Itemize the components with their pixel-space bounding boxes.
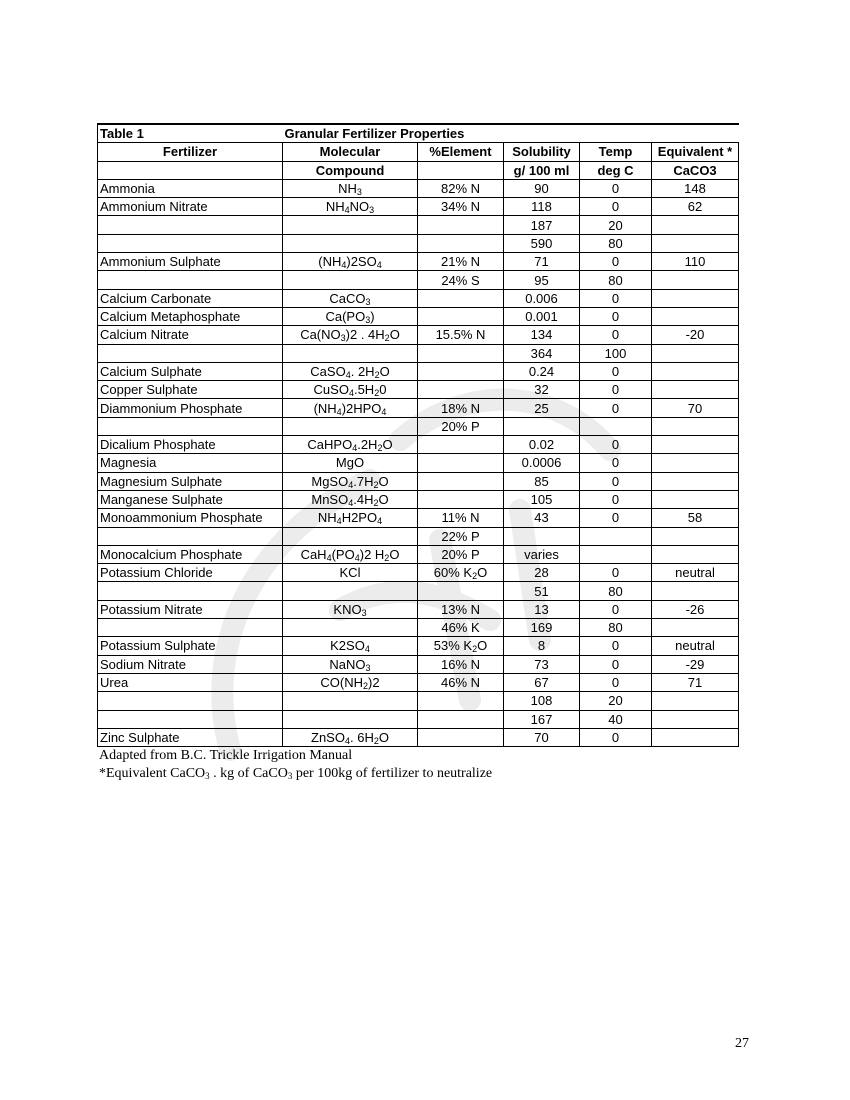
temp-cell: 0 <box>580 637 652 655</box>
caco3-equivalent-cell <box>652 289 739 307</box>
temp-cell: 0 <box>580 179 652 197</box>
page-number: 27 <box>735 1036 749 1051</box>
table-row <box>98 271 739 289</box>
temp-cell: 0 <box>580 362 652 380</box>
temp-cell: 100 <box>580 344 652 362</box>
solubility-cell: 70 <box>504 728 580 746</box>
table-row <box>98 509 739 527</box>
element-percent-cell: 34% N <box>418 198 504 216</box>
column-header-5-line-2: deg C <box>580 161 652 179</box>
column-header-1-line-2 <box>98 161 283 179</box>
molecular-compound-cell: NaNO$_3$ <box>283 655 418 673</box>
caco3-equivalent-cell <box>652 417 739 435</box>
caco3-equivalent-cell <box>652 216 739 234</box>
molecular-compound-cell: $NH_4NO_3$ <box>283 198 418 216</box>
temp-cell: 0 <box>580 381 652 399</box>
fertilizer-name-cell: Calcium Carbonate <box>98 289 283 307</box>
solubility-cell: 590 <box>504 234 580 252</box>
fertilizer-name-cell: Calcium Sulphate <box>98 362 283 380</box>
fertilizer-name-cell <box>98 582 283 600</box>
element-percent-cell <box>418 289 504 307</box>
column-header-2-line-1: Molecular <box>283 143 418 161</box>
caco3-equivalent-cell <box>652 728 739 746</box>
table-row <box>98 655 739 673</box>
molecular-compound-cell <box>283 527 418 545</box>
solubility-cell: 85 <box>504 472 580 490</box>
fertilizer-name-cell <box>98 271 283 289</box>
caco3-equivalent-cell: 62 <box>652 198 739 216</box>
caco3-equivalent-cell: 71 <box>652 673 739 691</box>
column-header-6-line-1: Equivalent * <box>652 143 739 161</box>
solubility-cell: 28 <box>504 564 580 582</box>
table-row <box>98 326 739 344</box>
solubility-cell: 364 <box>504 344 580 362</box>
temp-cell: 0 <box>580 564 652 582</box>
solubility-cell: 32 <box>504 381 580 399</box>
temp-cell: 0 <box>580 509 652 527</box>
fertilizer-name-cell: Potassium Chloride <box>98 564 283 582</box>
solubility-cell <box>504 527 580 545</box>
molecular-compound-cell: $(NH_4)2HPO_4$ <box>283 399 418 417</box>
solubility-cell: varies <box>504 545 580 563</box>
column-header-4-line-2: g/ 100 ml <box>504 161 580 179</box>
table-row <box>98 692 739 710</box>
element-percent-cell: 11% N <box>418 509 504 527</box>
table-row <box>98 399 739 417</box>
solubility-cell: 0.02 <box>504 436 580 454</box>
temp-cell: 80 <box>580 271 652 289</box>
molecular-compound-cell: $Ca(PO_3)$ <box>283 307 418 325</box>
table-row <box>98 362 739 380</box>
table-row <box>98 198 739 216</box>
caco3-equivalent-cell <box>652 710 739 728</box>
element-percent-cell: 13% N <box>418 600 504 618</box>
table-row <box>98 728 739 746</box>
element-percent-cell: 60% $K_2O$ <box>418 564 504 582</box>
element-percent-cell: 18% N <box>418 399 504 417</box>
table-row <box>98 381 739 399</box>
footnote: *Equivalent CaCO$_3$ . kg of CaCO$_3$ per 100kg of fertilizer to neutralize <box>99 766 493 782</box>
caco3-equivalent-cell: 148 <box>652 179 739 197</box>
table-row <box>98 417 739 435</box>
element-percent-cell: 22% P <box>418 527 504 545</box>
header-row-2 <box>98 161 739 179</box>
molecular-compound-cell: $MgSO_4.7H_2O$ <box>283 472 418 490</box>
table-title: Granular Fertilizer Properties <box>283 124 739 143</box>
caco3-equivalent-cell <box>652 436 739 454</box>
column-header-5-line-1: Temp <box>580 143 652 161</box>
molecular-compound-cell: $(NH_4)2SO_4$ <box>283 253 418 271</box>
fertilizer-name-cell: Calcium Metaphosphate <box>98 307 283 325</box>
fertilizer-name-cell <box>98 619 283 637</box>
table-row <box>98 289 739 307</box>
temp-cell: 0 <box>580 728 652 746</box>
fertilizer-name-cell: Urea <box>98 673 283 691</box>
temp-cell: 80 <box>580 619 652 637</box>
element-percent-cell: 82% N <box>418 179 504 197</box>
solubility-cell: 51 <box>504 582 580 600</box>
caco3-equivalent-cell: -26 <box>652 600 739 618</box>
caco3-equivalent-cell <box>652 344 739 362</box>
solubility-cell: 13 <box>504 600 580 618</box>
caco3-equivalent-cell: neutral <box>652 637 739 655</box>
molecular-compound-cell: $K2SO_4$ <box>283 637 418 655</box>
temp-cell: 0 <box>580 399 652 417</box>
caco3-equivalent-cell <box>652 307 739 325</box>
fertilizer-name-cell: Sodium Nitrate <box>98 655 283 673</box>
column-header-6-line-2: CaCO3 <box>652 161 739 179</box>
column-header-3-line-1: %Element <box>418 143 504 161</box>
element-percent-cell <box>418 234 504 252</box>
caco3-equivalent-cell <box>652 362 739 380</box>
molecular-compound-cell <box>283 234 418 252</box>
temp-cell <box>580 417 652 435</box>
solubility-cell: 105 <box>504 490 580 508</box>
caco3-equivalent-cell <box>652 472 739 490</box>
element-percent-cell: 20% P <box>418 417 504 435</box>
fertilizer-name-cell <box>98 344 283 362</box>
fertilizer-name-cell: Zinc Sulphate <box>98 728 283 746</box>
table-row <box>98 179 739 197</box>
fertilizer-name-cell: Monoammonium Phosphate <box>98 509 283 527</box>
temp-cell: 0 <box>580 326 652 344</box>
header-row-1 <box>98 143 739 161</box>
caco3-equivalent-cell <box>652 271 739 289</box>
solubility-cell: 134 <box>504 326 580 344</box>
table-row <box>98 600 739 618</box>
table-row <box>98 673 739 691</box>
table-row <box>98 545 739 563</box>
temp-cell: 0 <box>580 472 652 490</box>
fertilizer-name-cell: Copper Sulphate <box>98 381 283 399</box>
fertilizer-table-block <box>97 123 738 783</box>
element-percent-cell: 20% P <box>418 545 504 563</box>
table-notes <box>97 747 738 783</box>
table-row <box>98 234 739 252</box>
caco3-equivalent-cell: -20 <box>652 326 739 344</box>
caco3-equivalent-cell <box>652 545 739 563</box>
caco3-equivalent-cell <box>652 527 739 545</box>
element-percent-cell <box>418 454 504 472</box>
solubility-cell: 90 <box>504 179 580 197</box>
solubility-cell: 0.24 <box>504 362 580 380</box>
molecular-compound-cell <box>283 710 418 728</box>
molecular-compound-cell <box>283 216 418 234</box>
fertilizer-name-cell <box>98 216 283 234</box>
table-row <box>98 527 739 545</box>
table-row <box>98 436 739 454</box>
fertilizer-name-cell: Ammonium Nitrate <box>98 198 283 216</box>
element-percent-cell <box>418 472 504 490</box>
fertilizer-properties-table <box>97 123 739 747</box>
fertilizer-name-cell <box>98 234 283 252</box>
temp-cell: 20 <box>580 216 652 234</box>
solubility-cell: 43 <box>504 509 580 527</box>
caco3-equivalent-cell <box>652 619 739 637</box>
caco3-equivalent-cell <box>652 582 739 600</box>
column-header-3-line-2 <box>418 161 504 179</box>
temp-cell: 0 <box>580 655 652 673</box>
fertilizer-name-cell: Potassium Nitrate <box>98 600 283 618</box>
solubility-cell: 169 <box>504 619 580 637</box>
solubility-cell: 73 <box>504 655 580 673</box>
fertilizer-name-cell: Monocalcium Phosphate <box>98 545 283 563</box>
element-percent-cell <box>418 692 504 710</box>
caco3-equivalent-cell: -29 <box>652 655 739 673</box>
element-percent-cell: 24% S <box>418 271 504 289</box>
element-percent-cell: 46% K <box>418 619 504 637</box>
element-percent-cell: 15.5% N <box>418 326 504 344</box>
temp-cell: 0 <box>580 289 652 307</box>
table-row <box>98 582 739 600</box>
solubility-cell: 67 <box>504 673 580 691</box>
temp-cell: 20 <box>580 692 652 710</box>
molecular-compound-cell <box>283 692 418 710</box>
fertilizer-name-cell: Diammonium Phosphate <box>98 399 283 417</box>
element-percent-cell: 53% $K_2O$ <box>418 637 504 655</box>
temp-cell: 0 <box>580 198 652 216</box>
temp-cell: 0 <box>580 454 652 472</box>
solubility-cell: 71 <box>504 253 580 271</box>
solubility-cell: 25 <box>504 399 580 417</box>
fertilizer-name-cell: Dicalium Phosphate <box>98 436 283 454</box>
fertilizer-name-cell <box>98 692 283 710</box>
temp-cell: 0 <box>580 673 652 691</box>
molecular-compound-cell <box>283 582 418 600</box>
table-row <box>98 472 739 490</box>
column-header-2-line-2: Compound <box>283 161 418 179</box>
molecular-compound-cell: $CaHPO_4.2H_2O$ <box>283 436 418 454</box>
table-row <box>98 454 739 472</box>
molecular-compound-cell: $CuSO_4.5H_20$ <box>283 381 418 399</box>
solubility-cell <box>504 417 580 435</box>
element-percent-cell <box>418 710 504 728</box>
temp-cell <box>580 545 652 563</box>
molecular-compound-cell <box>283 271 418 289</box>
solubility-cell: 167 <box>504 710 580 728</box>
temp-cell: 0 <box>580 600 652 618</box>
caco3-equivalent-cell: 70 <box>652 399 739 417</box>
solubility-cell: 118 <box>504 198 580 216</box>
molecular-compound-cell: $Ca(NO_3)2$ . $4H_2O$ <box>283 326 418 344</box>
molecular-compound-cell: $NH_4H2PO_4$ <box>283 509 418 527</box>
column-header-1-line-1: Fertilizer <box>98 143 283 161</box>
molecular-compound-cell: $CaH_4(PO_4)2$ $H_2O$ <box>283 545 418 563</box>
solubility-cell: 0.001 <box>504 307 580 325</box>
molecular-compound-cell: CaCO$_3$ <box>283 289 418 307</box>
element-percent-cell <box>418 362 504 380</box>
source-note: Adapted from B.C. Trickle Irrigation Manual <box>99 748 353 764</box>
element-percent-cell: 21% N <box>418 253 504 271</box>
caco3-equivalent-cell <box>652 234 739 252</box>
fertilizer-name-cell: Ammonium Sulphate <box>98 253 283 271</box>
element-percent-cell <box>418 381 504 399</box>
element-percent-cell <box>418 436 504 454</box>
element-percent-cell <box>418 307 504 325</box>
molecular-compound-cell <box>283 619 418 637</box>
molecular-compound-cell: CaSO$_4$. $2H_2O$ <box>283 362 418 380</box>
element-percent-cell: 16% N <box>418 655 504 673</box>
fertilizer-name-cell: Calcium Nitrate <box>98 326 283 344</box>
fertilizer-name-cell: Magnesium Sulphate <box>98 472 283 490</box>
fertilizer-name-cell: Ammonia <box>98 179 283 197</box>
column-header-4-line-1: Solubility <box>504 143 580 161</box>
caco3-equivalent-cell: 58 <box>652 509 739 527</box>
solubility-cell: 187 <box>504 216 580 234</box>
table-row <box>98 490 739 508</box>
caco3-equivalent-cell: neutral <box>652 564 739 582</box>
molecular-compound-cell: ZnSO$_4$. $6H_2O$ <box>283 728 418 746</box>
temp-cell: 0 <box>580 490 652 508</box>
table-label: Table 1 <box>98 124 283 143</box>
solubility-cell: 0.006 <box>504 289 580 307</box>
temp-cell: 0 <box>580 307 652 325</box>
table-row <box>98 619 739 637</box>
molecular-compound-cell: $MnSO_4.4H_2O$ <box>283 490 418 508</box>
fertilizer-name-cell: Magnesia <box>98 454 283 472</box>
caco3-equivalent-cell <box>652 454 739 472</box>
solubility-cell: 95 <box>504 271 580 289</box>
fertilizer-name-cell <box>98 710 283 728</box>
caco3-equivalent-cell <box>652 490 739 508</box>
table-row <box>98 344 739 362</box>
table-row <box>98 253 739 271</box>
fertilizer-name-cell <box>98 417 283 435</box>
molecular-compound-cell: MgO <box>283 454 418 472</box>
element-percent-cell: 46% N <box>418 673 504 691</box>
table-row <box>98 216 739 234</box>
temp-cell: 0 <box>580 436 652 454</box>
caco3-equivalent-cell <box>652 692 739 710</box>
element-percent-cell <box>418 728 504 746</box>
solubility-cell: 0.0006 <box>504 454 580 472</box>
molecular-compound-cell: $CO(NH_2)2$ <box>283 673 418 691</box>
caco3-equivalent-cell <box>652 381 739 399</box>
molecular-compound-cell: KCl <box>283 564 418 582</box>
element-percent-cell <box>418 582 504 600</box>
fertilizer-name-cell: Potassium Sulphate <box>98 637 283 655</box>
caco3-equivalent-cell: 110 <box>652 253 739 271</box>
table-row <box>98 637 739 655</box>
molecular-compound-cell: $NH_3$ <box>283 179 418 197</box>
element-percent-cell <box>418 490 504 508</box>
solubility-cell: 8 <box>504 637 580 655</box>
element-percent-cell <box>418 344 504 362</box>
table-row <box>98 564 739 582</box>
solubility-cell: 108 <box>504 692 580 710</box>
fertilizer-name-cell: Manganese Sulphate <box>98 490 283 508</box>
temp-cell: 0 <box>580 253 652 271</box>
table-row <box>98 307 739 325</box>
molecular-compound-cell <box>283 344 418 362</box>
table-row <box>98 710 739 728</box>
fertilizer-name-cell <box>98 527 283 545</box>
temp-cell: 80 <box>580 582 652 600</box>
temp-cell: 80 <box>580 234 652 252</box>
temp-cell: 40 <box>580 710 652 728</box>
molecular-compound-cell <box>283 417 418 435</box>
molecular-compound-cell: $KNO_3$ <box>283 600 418 618</box>
temp-cell <box>580 527 652 545</box>
table-title-row <box>98 124 739 143</box>
element-percent-cell <box>418 216 504 234</box>
